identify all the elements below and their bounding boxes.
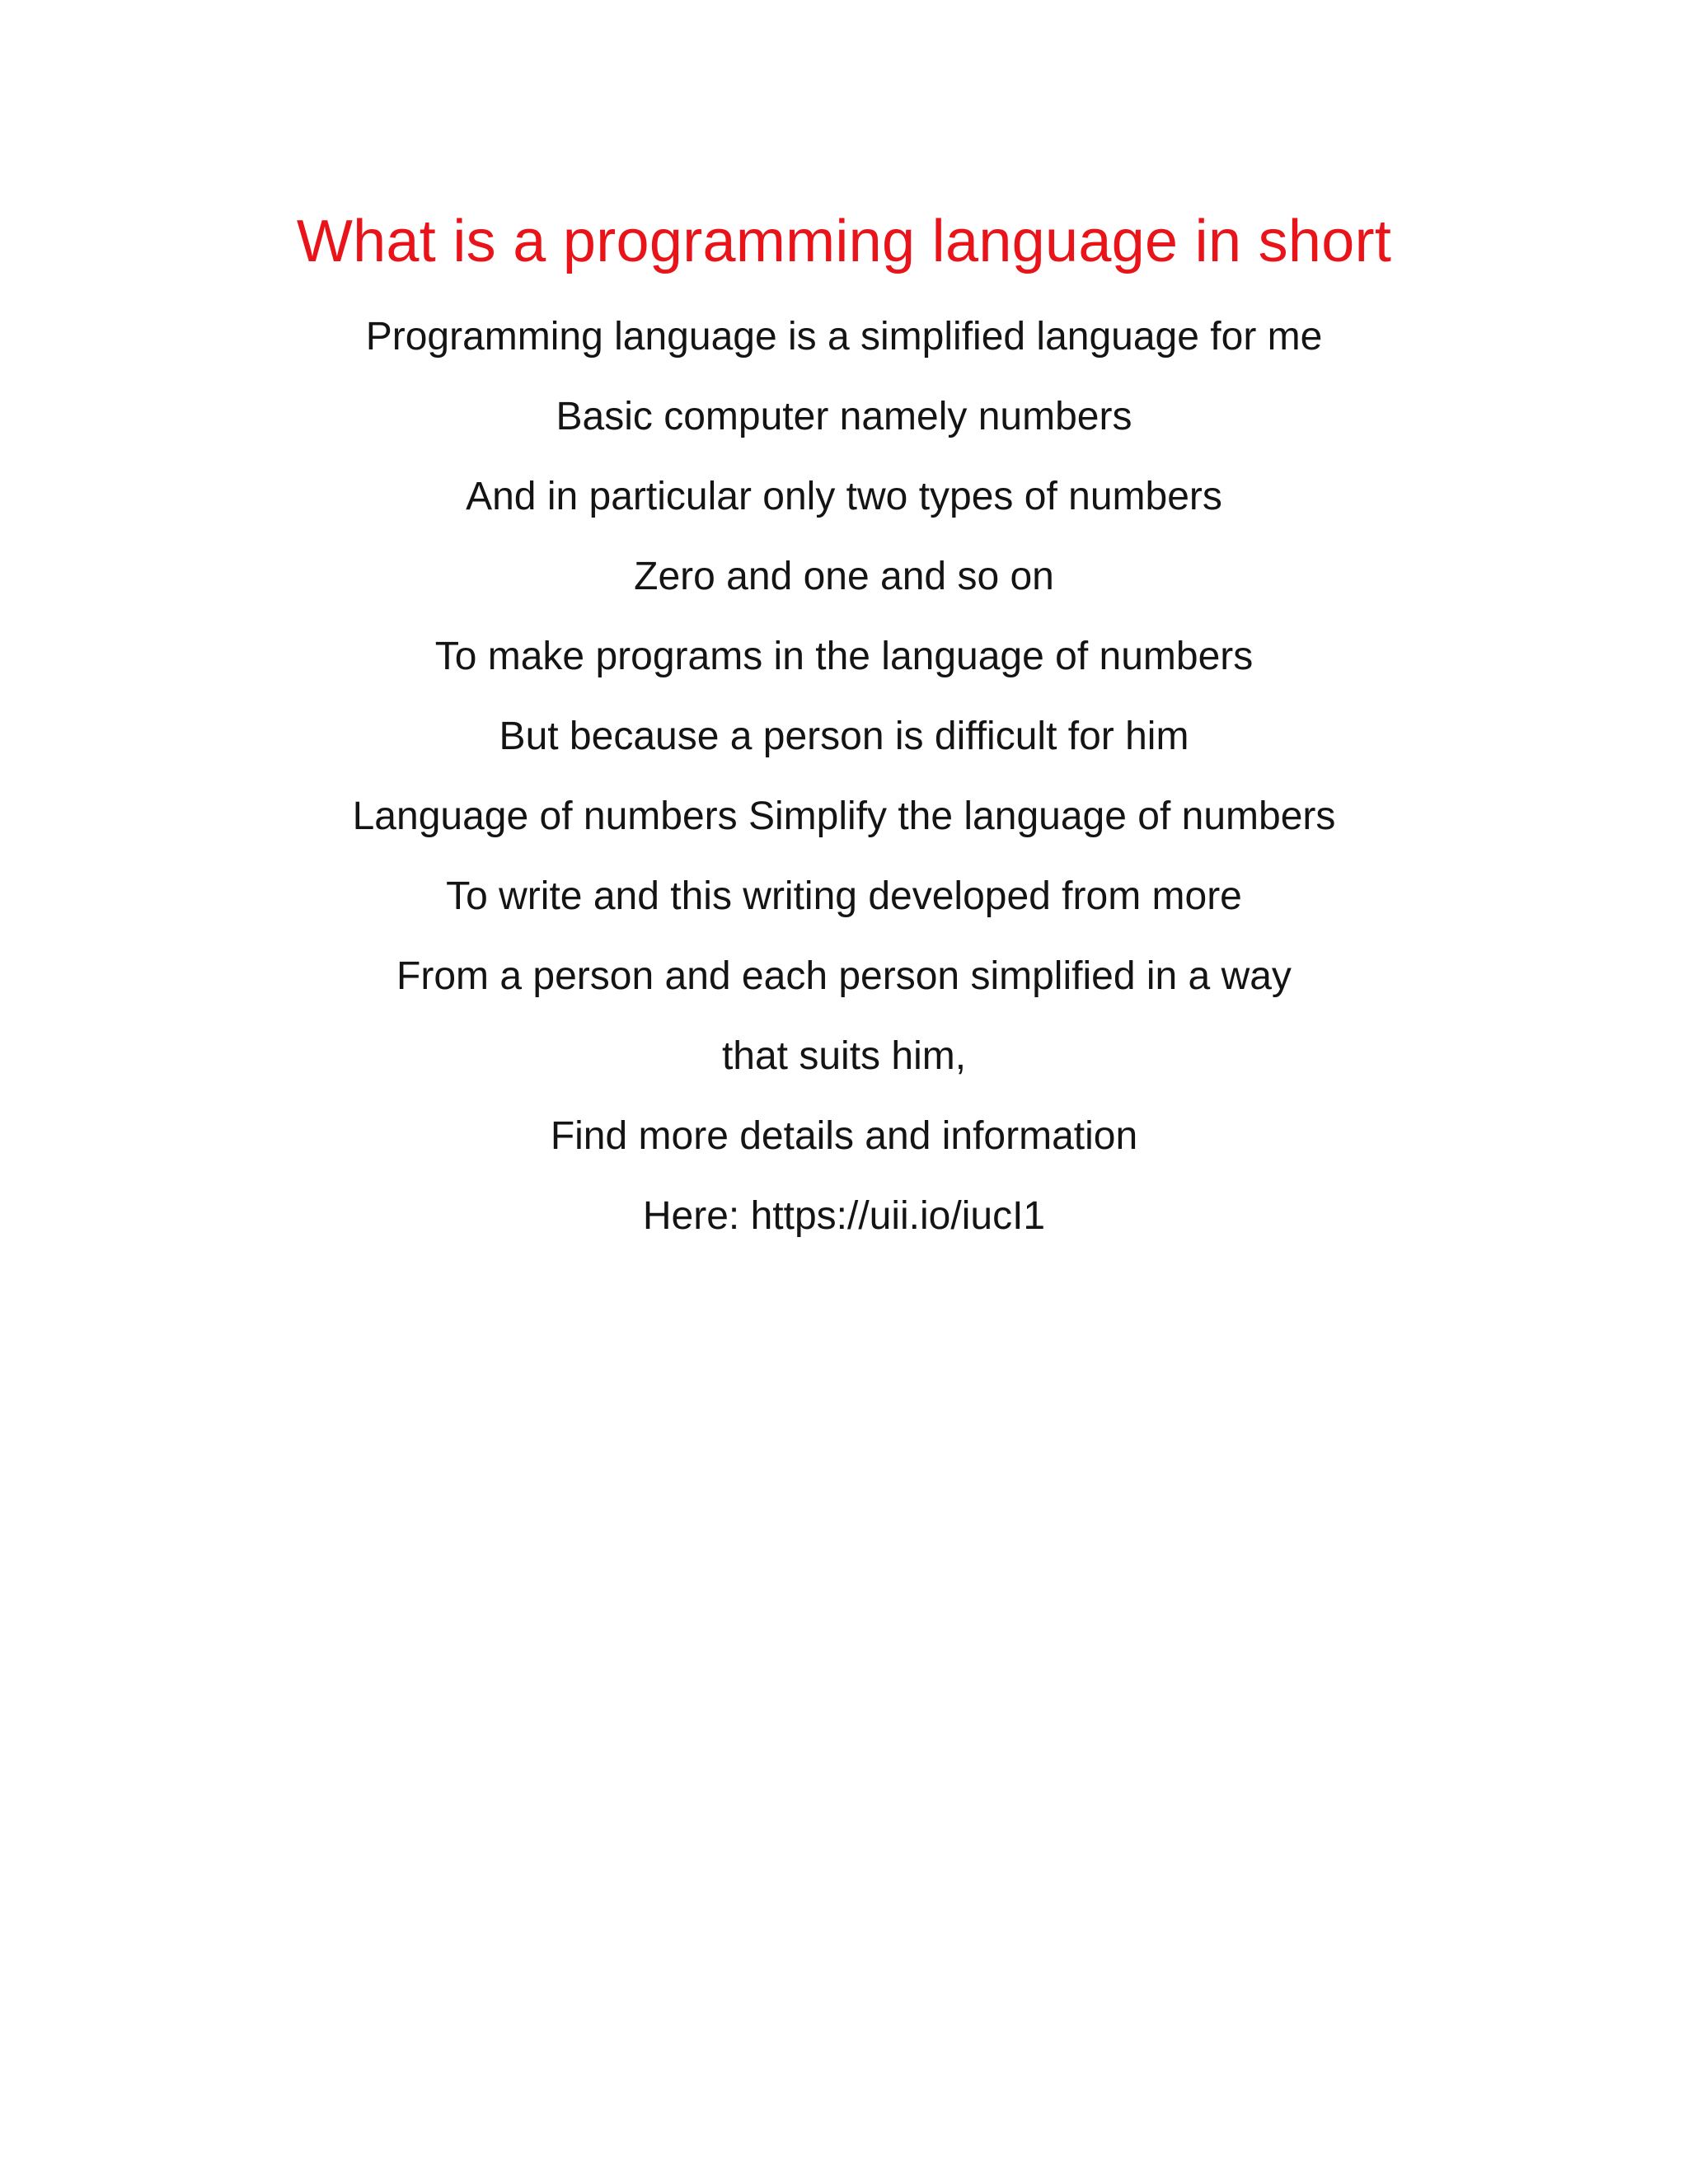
text-line: But because a person is difficult for him bbox=[499, 715, 1189, 758]
text-line: Find more details and information bbox=[550, 1114, 1138, 1158]
text-line: Basic computer namely numbers bbox=[556, 395, 1132, 438]
text-line: that suits him, bbox=[721, 1034, 967, 1078]
text-line: Language of numbers Simplify the language of numbers bbox=[352, 794, 1336, 838]
page-title: What is a programming language in short bbox=[296, 209, 1392, 274]
text-line: And in particular only two types of numbers bbox=[466, 475, 1222, 518]
text-line: To make programs in the language of numbers bbox=[434, 635, 1254, 678]
text-line: To write and this writing developed from more bbox=[446, 874, 1242, 918]
document-body bbox=[0, 297, 1688, 1256]
text-line: Zero and one and so on bbox=[634, 555, 1054, 598]
text-line-link: Here: https://uii.io/iucI1 bbox=[642, 1194, 1046, 1238]
text-line: From a person and each person simplified in a way bbox=[396, 954, 1292, 998]
text-line: Programming language is a simplified language for me bbox=[365, 315, 1323, 359]
